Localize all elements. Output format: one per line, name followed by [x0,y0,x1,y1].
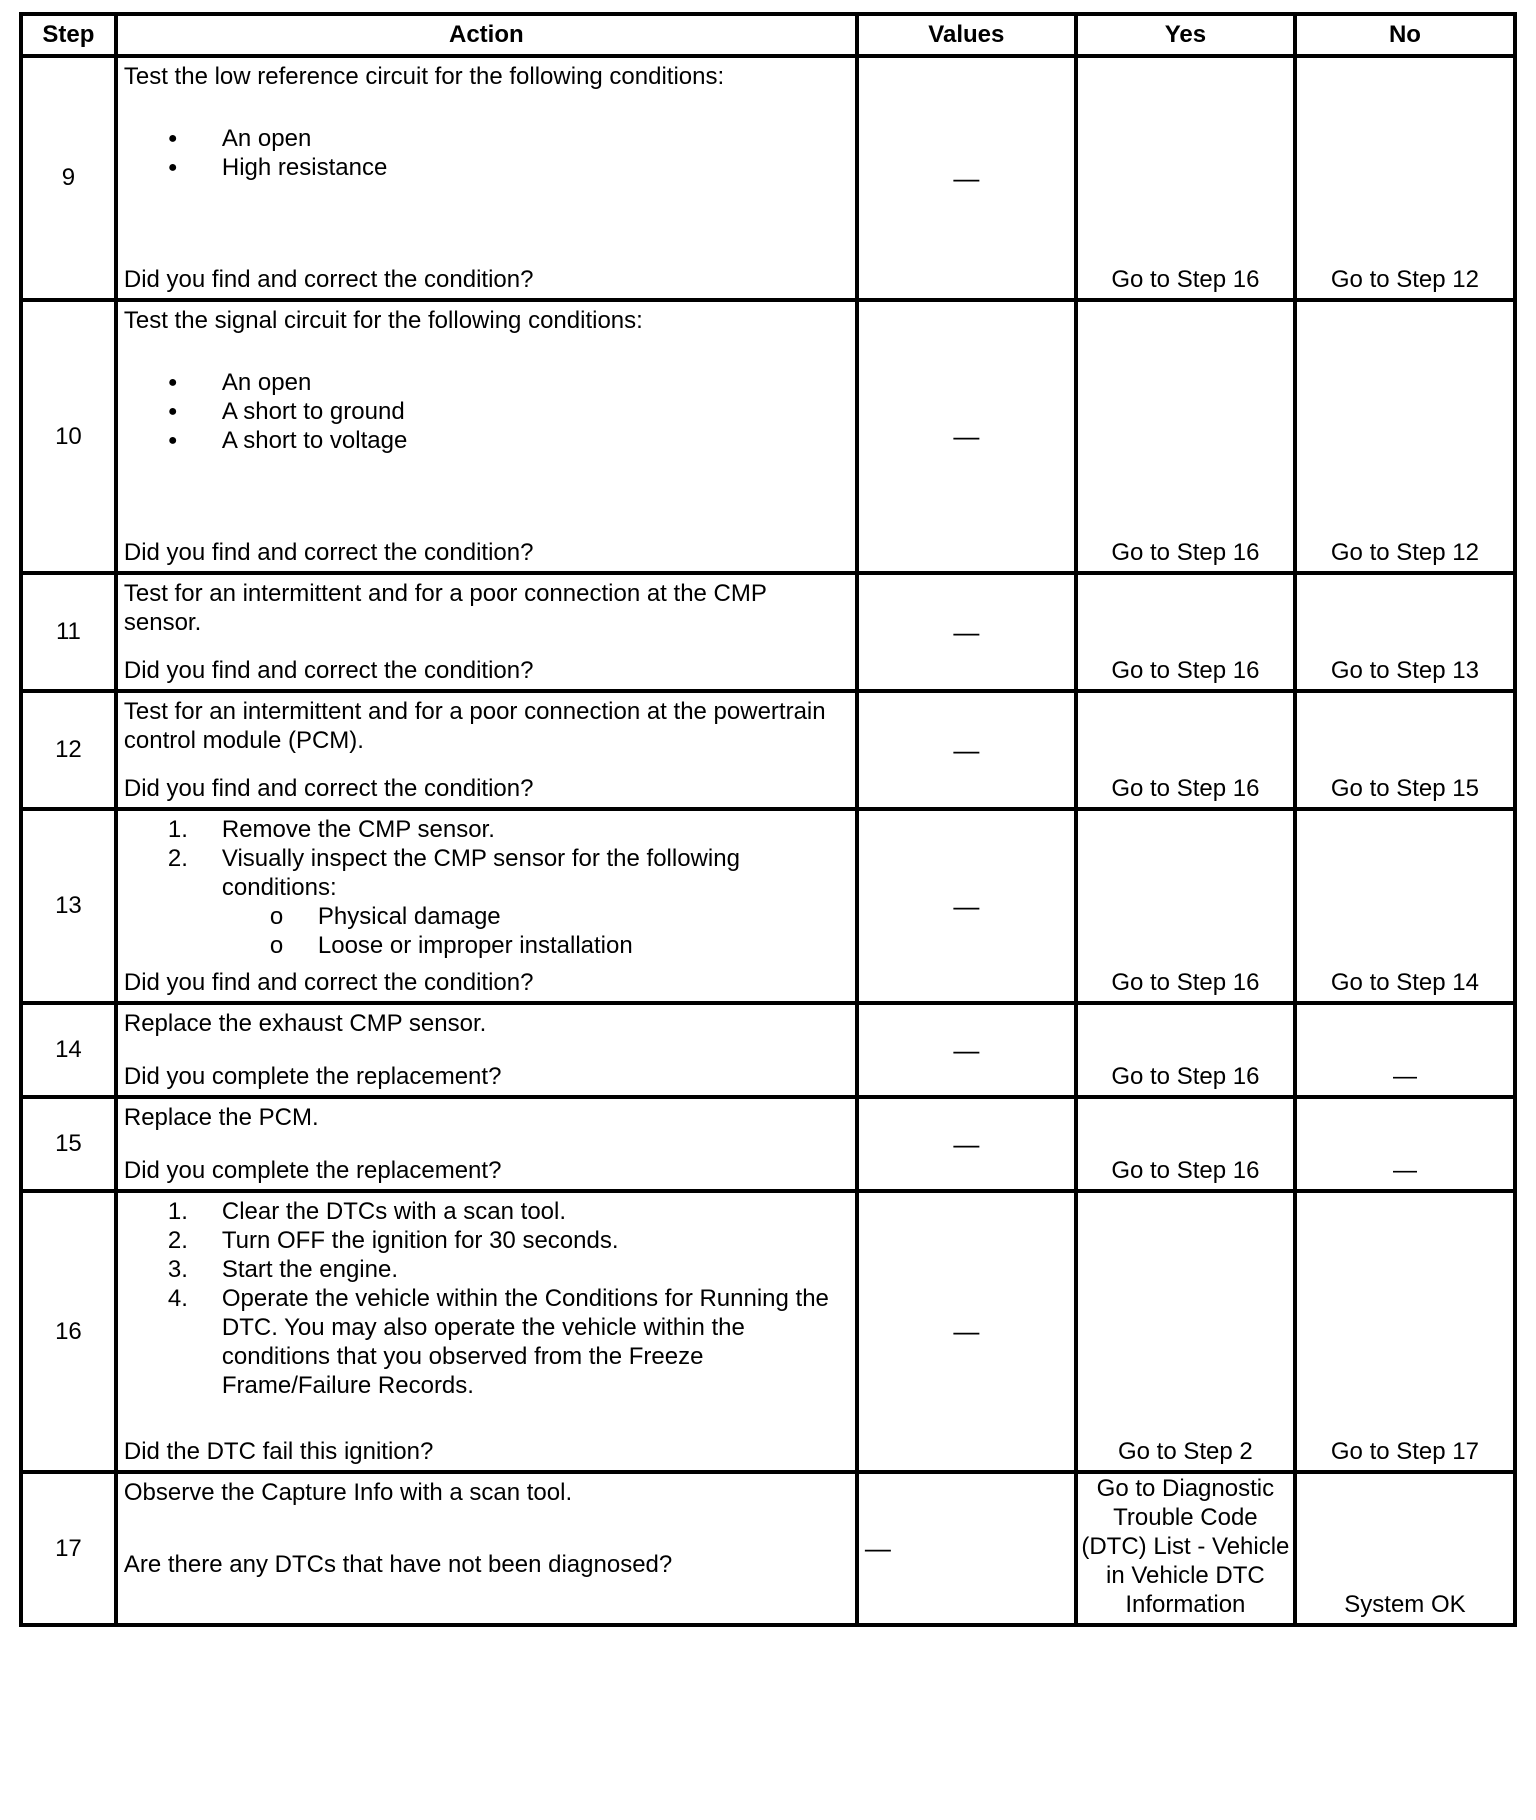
no-link[interactable]: Go to Step 12 [1295,56,1515,300]
list-number: 3. [167,1256,188,1283]
list-number: 2. [167,1227,188,1254]
step-number: 12 [21,691,116,809]
condition-list [118,368,855,455]
action-cell [116,691,857,809]
list-text: Clear the DTCs with a scan tool. [221,1198,567,1225]
list-item [118,844,855,902]
action-cell [116,1003,857,1097]
list-item: ● An open [118,368,855,397]
action-intro: Observe the Capture Info with a scan tool. [123,1479,573,1506]
table-row-step-10 [21,300,1515,573]
procedure-list [118,815,855,902]
no-cell: System OK [1295,1472,1515,1625]
list-number: 4. [167,1285,188,1312]
header-values: Values [857,14,1076,56]
list-item: o Loose or improper installation [118,931,855,960]
values-cell: — [857,809,1076,1003]
list-item [118,815,855,844]
step-number: 10 [21,300,116,573]
no-link[interactable]: Go to Step 12 [1295,300,1515,573]
table-row-step-13 [21,809,1515,1003]
header-no: No [1295,14,1515,56]
no-link[interactable]: Go to Step 17 [1295,1191,1515,1472]
diagnostic-table [19,12,1517,1627]
list-text: Turn OFF the ignition for 30 seconds. [221,1227,619,1254]
list-item: o Physical damage [118,902,855,931]
yes-link[interactable]: Go to Step 2 [1076,1191,1295,1472]
list-text: Operate the vehicle within the Conditions for Running the DTC. You may also operate the vehicle within the conditions that you observed from the Freeze Frame/Failure Records. [221,1285,829,1399]
action-question: Did you complete the replacement? [123,1063,502,1090]
action-intro: Test for an intermittent and for a poor connection at the CMP sensor. [123,580,767,636]
table-row-step-17 [21,1472,1515,1625]
condition-list [118,124,855,182]
list-text: Start the engine. [221,1256,398,1283]
step-number: 15 [21,1097,116,1191]
action-cell [116,300,857,573]
action-cell [116,573,857,691]
action-question: Did the DTC fail this ignition? [123,1438,434,1465]
list-item: ● A short to ground [118,397,855,426]
procedure-list [118,1197,855,1400]
list-item [118,1197,855,1226]
table-row-step-12 [21,691,1515,809]
action-question: Did you find and correct the condition? [123,775,534,802]
no-cell: — [1295,1097,1515,1191]
sub-condition-list [118,902,855,960]
action-question: Did you complete the replacement? [123,1157,502,1184]
step-number: 13 [21,809,116,1003]
action-cell [116,1191,857,1472]
yes-link[interactable]: Go to Diagnostic Trouble Code (DTC) List - Vehicle in Vehicle DTC Information [1076,1472,1295,1625]
yes-link[interactable]: Go to Step 16 [1076,1003,1295,1097]
table-row-step-16 [21,1191,1515,1472]
yes-link[interactable]: Go to Step 16 [1076,1097,1295,1191]
action-cell [116,56,857,300]
header-action: Action [116,14,857,56]
values-cell: — [857,1003,1076,1097]
table-row-step-15 [21,1097,1515,1191]
list-item [118,1284,855,1400]
yes-link[interactable]: Go to Step 16 [1076,573,1295,691]
action-intro: Replace the exhaust CMP sensor. [123,1010,487,1037]
yes-link[interactable]: Go to Step 16 [1076,56,1295,300]
list-number: 2. [167,845,188,872]
action-intro: Replace the PCM. [123,1104,319,1131]
action-intro: Test for an intermittent and for a poor connection at the powertrain control module (PCM). [123,698,826,754]
action-intro: Test the low reference circuit for the following conditions: [123,63,725,90]
header-step: Step [21,14,116,56]
list-text: Remove the CMP sensor. [221,816,495,843]
action-cell [116,1472,857,1625]
action-question: Did you find and correct the condition? [123,266,534,293]
action-cell [116,809,857,1003]
step-number: 11 [21,573,116,691]
action-question: Did you find and correct the condition? [123,657,534,684]
yes-link[interactable]: Go to Step 16 [1076,691,1295,809]
no-cell: — [1295,1003,1515,1097]
values-cell: — [857,1191,1076,1472]
step-number: 17 [21,1472,116,1625]
no-link[interactable]: Go to Step 13 [1295,573,1515,691]
table-row-step-14 [21,1003,1515,1097]
list-text: Visually inspect the CMP sensor for the following conditions: [221,845,740,901]
header-row [21,14,1515,56]
values-cell: — [857,1097,1076,1191]
no-link[interactable]: Go to Step 15 [1295,691,1515,809]
values-cell: — [857,691,1076,809]
list-number: 1. [167,1198,188,1225]
action-question: Are there any DTCs that have not been diagnosed? [123,1551,673,1578]
values-cell: — [857,573,1076,691]
action-cell [116,1097,857,1191]
action-question: Did you find and correct the condition? [123,969,534,996]
step-number: 16 [21,1191,116,1472]
action-intro: Test the signal circuit for the following conditions: [123,307,643,334]
no-link[interactable]: Go to Step 14 [1295,809,1515,1003]
table-row-step-9 [21,56,1515,300]
yes-link[interactable]: Go to Step 16 [1076,809,1295,1003]
list-item: ● An open [118,124,855,153]
list-item: ● A short to voltage [118,426,855,455]
list-item: ● High resistance [118,153,855,182]
yes-link[interactable]: Go to Step 16 [1076,300,1295,573]
action-question: Did you find and correct the condition? [123,539,534,566]
values-cell: — [857,300,1076,573]
values-cell: — [857,56,1076,300]
values-cell: — [857,1472,1076,1625]
table-row-step-11 [21,573,1515,691]
list-number: 1. [167,816,188,843]
step-number: 9 [21,56,116,300]
step-number: 14 [21,1003,116,1097]
list-item [118,1226,855,1255]
header-yes: Yes [1076,14,1295,56]
list-item [118,1255,855,1284]
